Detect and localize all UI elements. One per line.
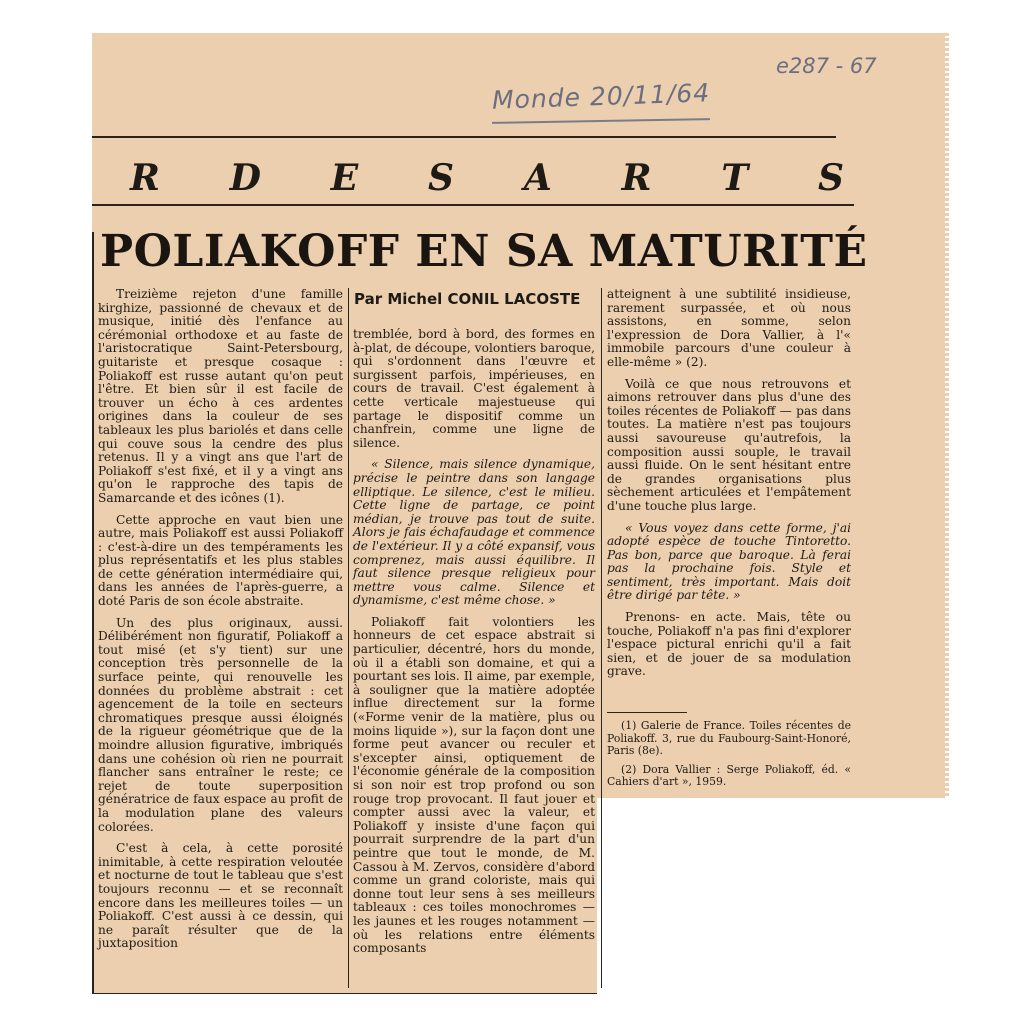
article-column-2 xyxy=(353,328,595,956)
bottom-rule xyxy=(92,993,597,994)
footnote: (1) Galerie de France. Toiles récentes de Poliakoff. 3, rue du Faubourg-Saint-Honoré, Paris (8e). xyxy=(607,719,851,757)
band-letter: R xyxy=(130,157,160,199)
article-column-3 xyxy=(607,288,851,679)
column-divider xyxy=(348,288,349,988)
left-rule xyxy=(92,232,94,994)
footnote: (2) Dora Vallier : Serge Poliakoff, éd. « Cahiers d'art », 1959. xyxy=(607,762,851,788)
paragraph: Poliakoff fait volontiers les honneurs de cet espace abstrait si particulier, décentré, hors du monde, où il a établi son domaine, et qui a pourtant ses lois. Il aime, par exemple, à souligner que la matière adoptée influe directement sur la forme («Forme venir de la matière, plus ou moins liquide »), sur la façon dont une forme peut avancer ou reculer et s'excepter ainsi, optiquement de l'économie générale de la composition si son noir est trop profond ou son rouge trop provocant. Il faut jouer et compter aussi avec la valeur, et Poliakoff y insiste d'une façon qui pourrait surprendre de la part d'un peintre que tout le monde, de M. Cassou à M. Zervos, considère d'abord comme un grand coloriste, mais qui donne tout leur sens à ses meilleurs tableaux : ces toiles monochromes — les jaunes et les rouges notamment — où les relations entre éléments composants xyxy=(353,614,595,956)
paragraph: atteignent à une subtilité insidieuse, rarement surpassée, et où nous assistons, en somme, selon l'expression de Dora Vallier, à l'« immobile parcours d'une couleur à elle-même » (2). xyxy=(607,287,851,369)
band-rule xyxy=(92,204,854,206)
handwritten-date: Monde 20/11/64 xyxy=(491,78,711,115)
paragraph: C'est à cela, à cette porosité inimitable, à cette respiration veloutée et nocturne de tout le tableau que s'est toujours reconnu — et se reconnaît encore dans les meilleures toiles — un Poliakoff. C'est aussi à ce dessin, qui ne paraît résulter que de la juxtaposition xyxy=(98,841,343,951)
column-divider xyxy=(601,288,602,988)
band-letter: S xyxy=(428,157,455,199)
band-letter: S xyxy=(817,157,844,199)
paragraph: Voilà ce que nous retrouvons et aimons retrouver dans plus d'une des toiles récentes de Poliakoff — pas dans toutes. La matière n'est pas toujours aussi savoureuse qu'autrefois, la composition aussi souple, le travail aussi fluide. On le sent hésitant entre de grandes organisations plus sèchement articulées et l'empâtement d'une touche plus large. xyxy=(607,376,851,513)
section-band xyxy=(92,156,854,200)
paragraph: Prenons- en acte. Mais, tête ou touche, Poliakoff n'a pas fini d'explorer l'espace pictural enrichi qu'il a fait sien, et de jouer de sa modulation grave. xyxy=(607,610,851,679)
footnote-rule xyxy=(607,712,687,713)
paragraph: Un des plus originaux, aussi. Délibérément non figuratif, Poliakoff a tout misé (et s'y tient) sur une conception très personnelle de la surface peinte, qui renouvelle les données du problème abstrait : cet agencement de la toile en secteurs chromatiques presque aussi éloignés de la rigueur géométrique que de la moindre allusion figurative, imbriqués dans une cohésion où rien ne pourrait flancher sans entraîner le reste; ce rejet de toute superposition génératrice de faux espace au profit de la modulation plane des valeurs colorées. xyxy=(98,615,343,834)
band-letter: E xyxy=(330,157,359,199)
band-letter: R xyxy=(621,157,652,199)
band-letter: A xyxy=(523,157,552,199)
footnotes xyxy=(607,720,851,795)
paragraph: tremblée, bord à bord, des formes en à-plat, de découpe, volontiers baroque, qui s'ordonnent dans l'œuvre et surgissent parfois, impérieuses, en cours de travail. C'est également à cette verticale majestueuse qui partage le dispositif comme un chanfrein, comme une ligne de silence. xyxy=(353,327,595,450)
torn-edge xyxy=(945,33,949,798)
quote: « Vous voyez dans cette forme, j'ai adopté espèce de touche Tintoretto. Pas bon, parce que baroque. Là ferai pas la prochaine fois. Style et sentiment, très important. Mais doit être dirigé par tête. » xyxy=(607,520,851,603)
paragraph: Treizième rejeton d'une famille kirghize, passionné de chevaux et de musique, initié dès l'enfance au cérémonial orthodoxe et au faste de l'aristocratique Saint-Petersbourg, guitariste et presque cosaque : Poliakoff est russe autant qu'on peut l'être. Et bien sûr il est facile de trouver un écho à ces ardentes origines dans la couleur de ses tableaux les plus bariolés et dans celle qui couve sous la cendre des plus retenus. Il y a vingt ans que l'art de Poliakoff s'est fixé, et il y a vingt ans qu'on le rapproche des tapis de Samarcande et des icônes (1). xyxy=(98,287,343,505)
headline: POLIAKOFF EN SA MATURITÉ xyxy=(100,226,868,277)
quote: « Silence, mais silence dynamique, précise le peintre dans son langage elliptique. Le silence, c'est le milieu. Cette ligne de partage, ce point médian, je trouve pas tout de suite. Alors je fais échafaudage et commence de l'extérieur. Il y a côté expansif, vous comprenez, mais aussi équilibre. Il faut silence presque religieux pour mettre vous calme. Silence et dynamisme, c'est même chose. » xyxy=(353,457,595,608)
band-letter: D xyxy=(229,157,261,199)
top-rule xyxy=(92,136,836,138)
handwritten-reference: e287 - 67 xyxy=(776,54,877,78)
article-column-1 xyxy=(98,288,343,951)
band-letter: T xyxy=(721,157,749,199)
byline: Par Michel CONIL LACOSTE xyxy=(354,290,581,308)
paragraph: Cette approche en vaut bien une autre, mais Poliakoff est aussi Poliakoff : c'est-à-dire un des tempéraments les plus représentatifs et les plus stables de cette génération intermédiaire qui, dans les années de l'après-guerre, a doté Paris de son école abstraite. xyxy=(98,512,343,609)
